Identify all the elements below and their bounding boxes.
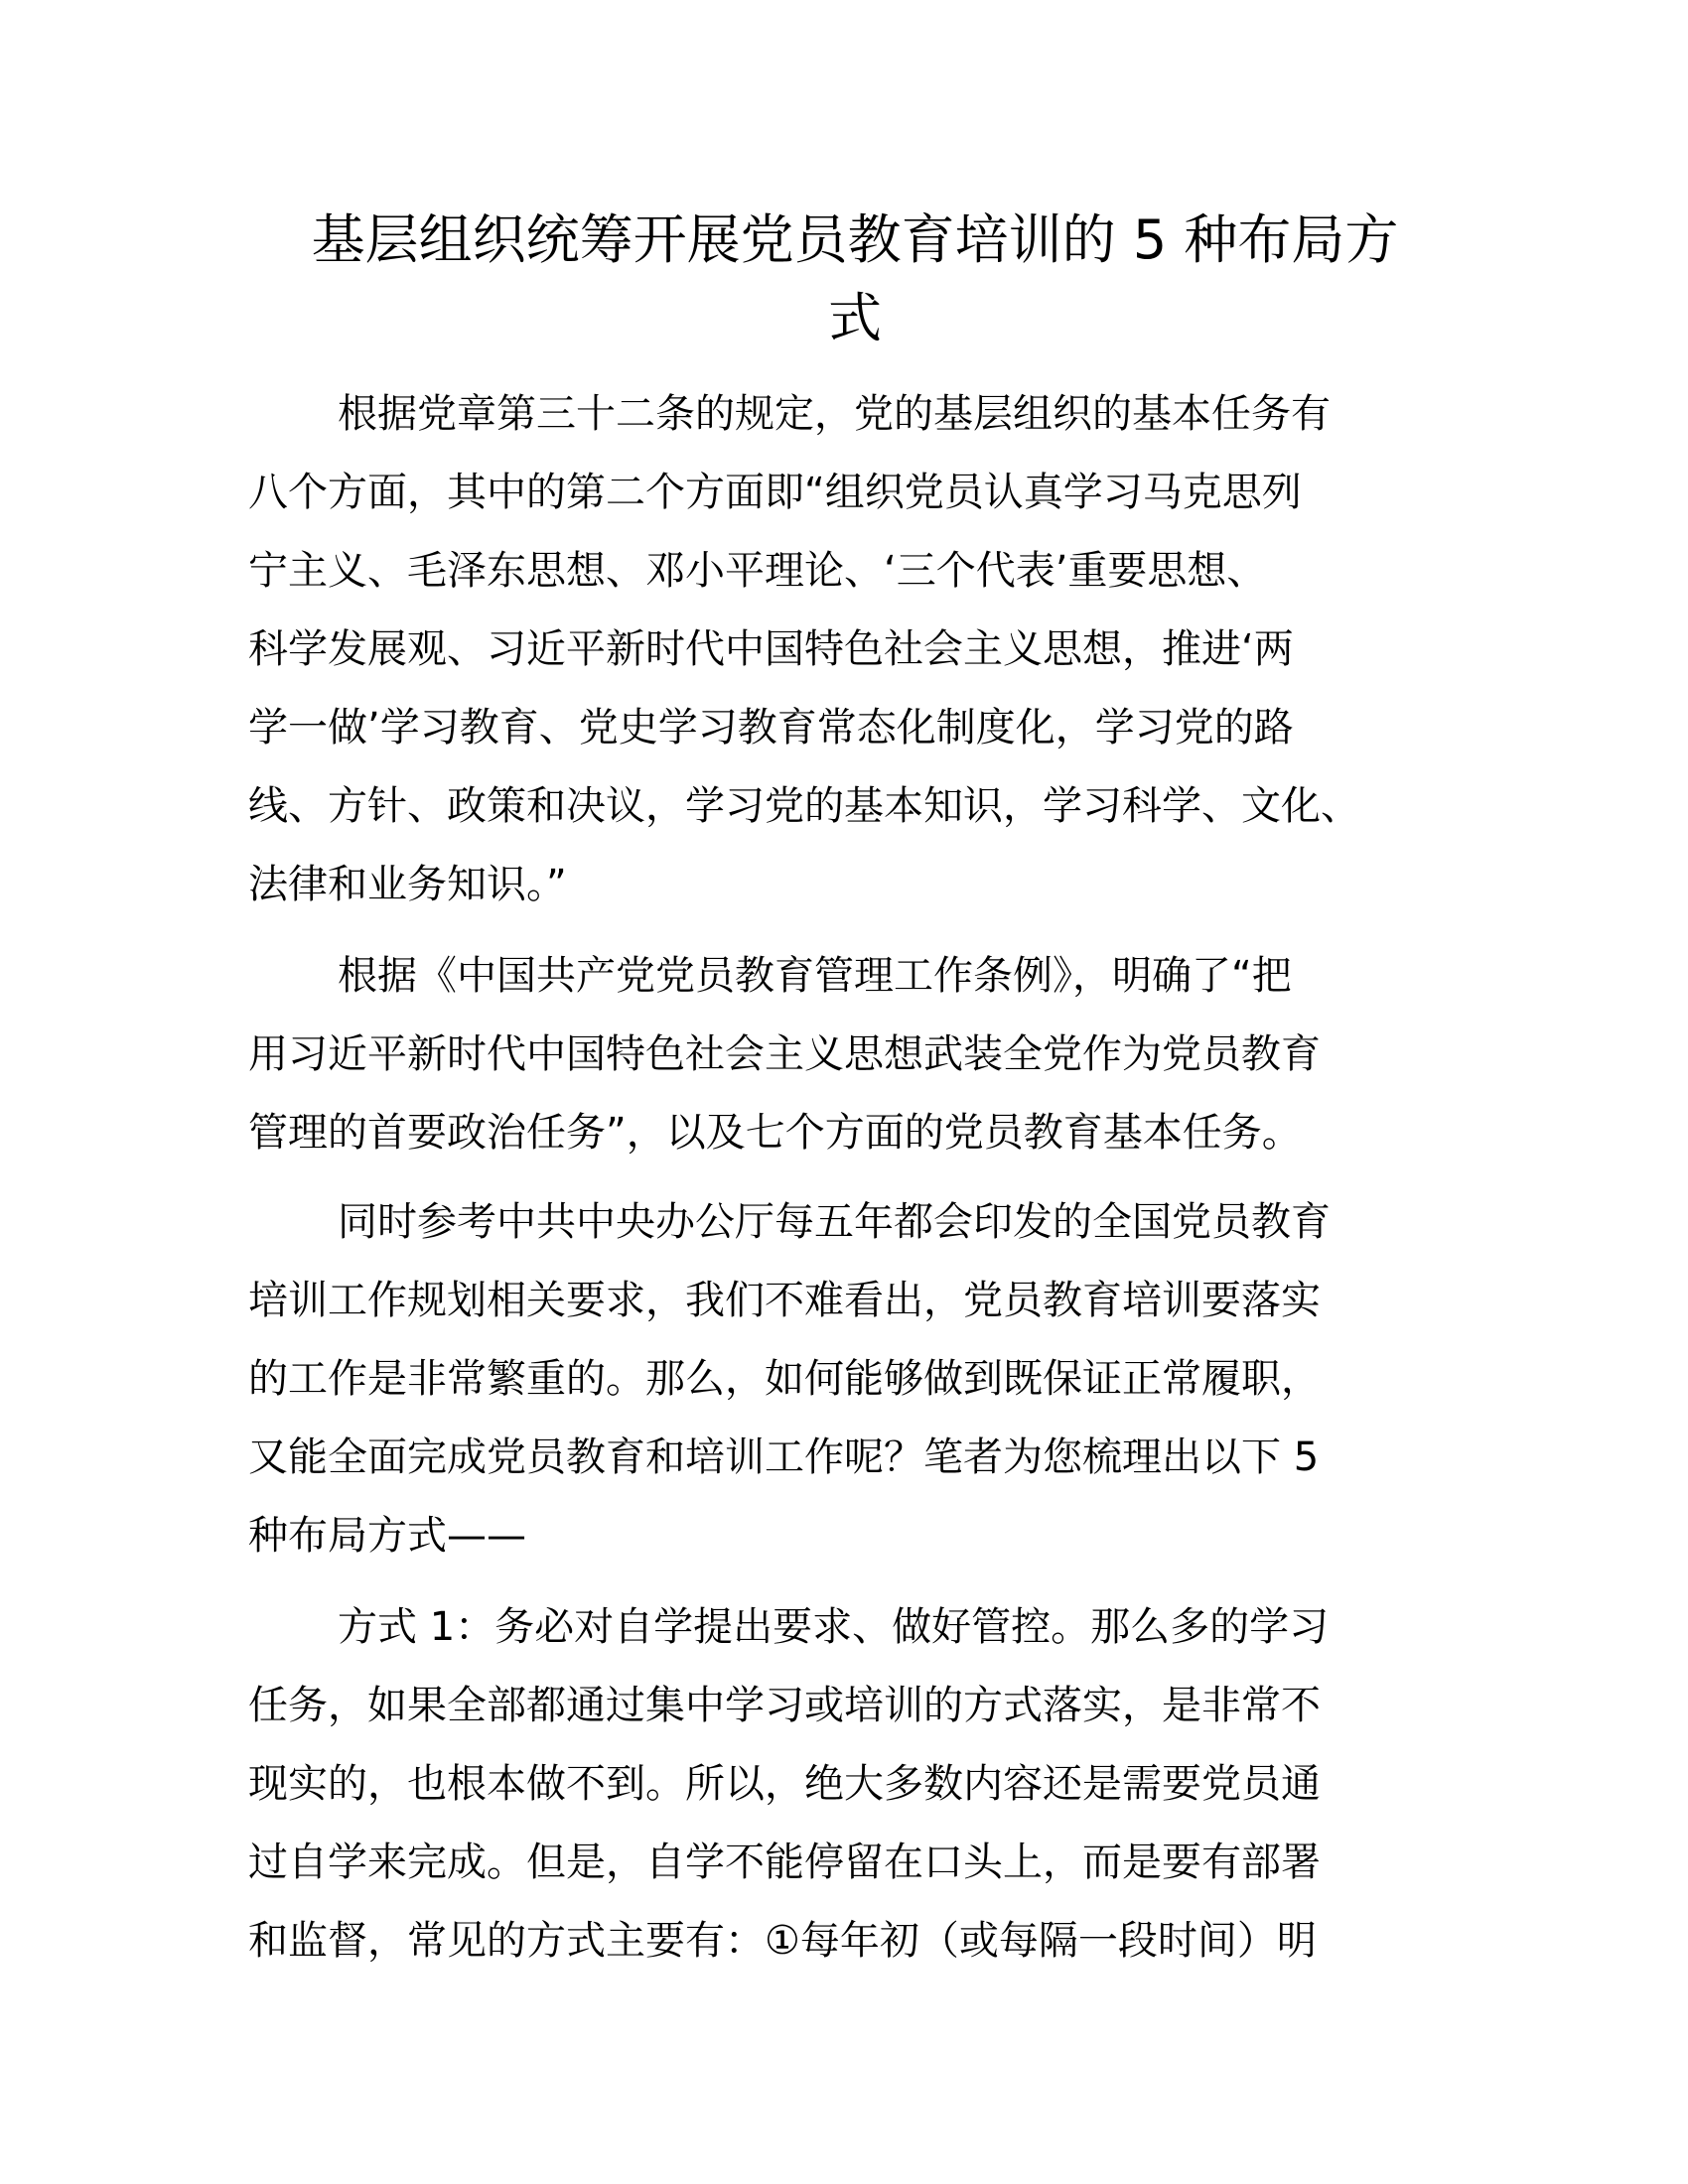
paragraph-line: 任务，如果全部都通过集中学习或培训的方式落实，是非常不 [248, 1683, 1321, 1728]
paragraph-line: 的工作是非常繁重的。那么，如何能够做到既保证正常履职， [248, 1356, 1321, 1402]
document-title [248, 199, 1462, 355]
paragraph-line: 学一做’学习教育、党史学习教育常态化制度化，学习党的路 [248, 705, 1294, 751]
paragraph-4 [248, 1588, 1462, 1980]
paragraph-line: 用习近平新时代中国特色社会主义思想武装全党作为党员教育 [248, 1031, 1321, 1077]
paragraph-line: 宁主义、毛泽东思想、邓小平理论、‘三个代表’重要思想、 [248, 548, 1267, 594]
paragraph-line: 管理的首要政治任务”，以及七个方面的党员教育基本任务。 [248, 1110, 1302, 1156]
paragraph-2 [248, 937, 1462, 1172]
paragraph-line: 同时参考中共中央办公厅每五年都会印发的全国党员教育 [338, 1199, 1331, 1245]
paragraph-line: 法律和业务知识。” [248, 862, 567, 907]
title-line-2: 式 [828, 287, 882, 349]
paragraph-line: 根据《中国共产党党员教育管理工作条例》，明确了“把 [338, 953, 1292, 999]
paragraph-line: 现实的，也根本做不到。所以，绝大多数内容还是需要党员通 [248, 1761, 1321, 1807]
paragraph-line: 科学发展观、习近平新时代中国特色社会主义思想，推进‘两 [248, 626, 1294, 672]
paragraph-line: 根据党章第三十二条的规定，党的基层组织的基本任务有 [338, 391, 1331, 437]
title-line-1: 基层组织统筹开展党员教育培训的 5 种布局方 [311, 208, 1399, 271]
paragraph-3 [248, 1183, 1462, 1575]
paragraph-line: 又能全面完成党员教育和培训工作呢？笔者为您梳理出以下 5 [248, 1434, 1320, 1480]
paragraph-line: 八个方面，其中的第二个方面即“组织党员认真学习马克思列 [248, 470, 1302, 515]
paragraph-line: 线、方针、政策和决议，学习党的基本知识，学习科学、文化、 [248, 783, 1360, 829]
paragraph-1 [248, 375, 1462, 924]
paragraph-line: 培训工作规划相关要求，我们不难看出，党员教育培训要落实 [248, 1278, 1321, 1323]
paragraph-line: 种布局方式—— [248, 1513, 526, 1559]
paragraph-line: 方式 1：务必对自学提出要求、做好管控。那么多的学习 [338, 1604, 1330, 1650]
paragraph-line: 过自学来完成。但是，自学不能停留在口头上，而是要有部署 [248, 1840, 1321, 1885]
paragraph-line: 和监督，常见的方式主要有：①每年初（或每隔一段时间）明 [248, 1918, 1317, 1964]
